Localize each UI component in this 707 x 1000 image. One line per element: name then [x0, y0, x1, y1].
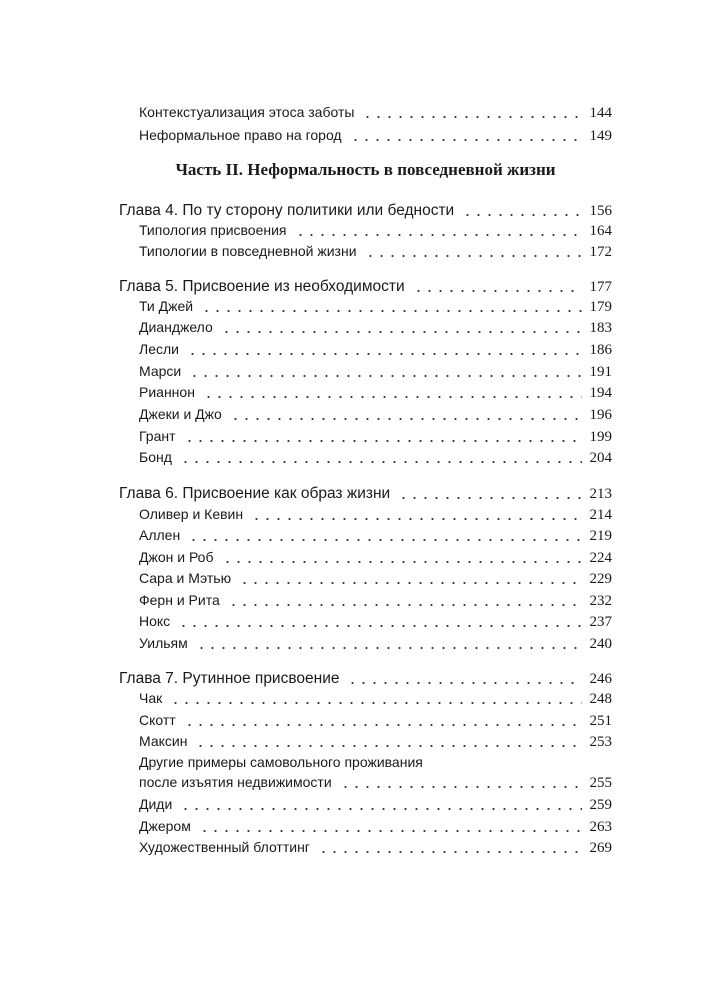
- section-title: Джеки и Джо: [139, 406, 222, 422]
- page-number: 248: [589, 691, 612, 707]
- page-number: 172: [589, 244, 612, 260]
- page-number: 199: [589, 429, 612, 445]
- dot-leader: [318, 840, 582, 854]
- chapter-title: Глава 4. По ту сторону политики или бедности: [119, 201, 455, 219]
- dot-leader: [365, 244, 582, 258]
- dot-leader: [189, 364, 582, 378]
- section-title: Скотт: [139, 712, 176, 728]
- section-title: после изъятия недвижимости: [139, 774, 332, 790]
- dot-leader: [340, 775, 582, 789]
- toc-section-entry: [139, 242, 612, 261]
- chapter-title: Глава 5. Присвоение из необходимости: [119, 277, 405, 295]
- page-number: 149: [589, 128, 612, 144]
- toc-section-entry: [139, 126, 612, 145]
- toc-section-entry: [139, 505, 612, 524]
- dot-leader: [184, 713, 582, 727]
- toc-section-entry: [139, 612, 612, 631]
- dot-leader: [180, 450, 582, 464]
- toc-chapter-entry: [119, 275, 612, 296]
- page-number: 156: [589, 202, 612, 219]
- toc-section-entry: [139, 689, 612, 708]
- section-title: Художественный блоттинг: [139, 839, 310, 855]
- toc-section-entry: [139, 362, 612, 381]
- dot-leader: [196, 636, 582, 650]
- page-number: 204: [589, 450, 612, 466]
- page-number: 191: [589, 364, 612, 380]
- dot-leader: [180, 797, 582, 811]
- page-number: 186: [589, 342, 612, 358]
- section-title: Неформальное право на город: [139, 127, 342, 143]
- page-number: 196: [589, 407, 612, 423]
- page-number: 213: [589, 485, 612, 502]
- toc-section-entry: [139, 318, 612, 337]
- toc-section-entry: [139, 773, 612, 792]
- dot-leader: [228, 593, 582, 607]
- dot-leader: [239, 571, 582, 585]
- toc-section-entry: [139, 297, 612, 316]
- section-title: Чак: [139, 690, 163, 706]
- section-title: Контекстуализация этоса заботы: [139, 104, 355, 120]
- toc-section-entry: [139, 817, 612, 836]
- page-number: 179: [589, 299, 612, 315]
- section-title: Сара и Мэтью: [139, 570, 232, 586]
- chapter-title: Глава 6. Присвоение как образ жизни: [119, 484, 391, 502]
- page-number: 259: [589, 797, 612, 813]
- toc-section-entry: [139, 569, 612, 588]
- toc-section-entry: [139, 548, 612, 567]
- chapter-title: Глава 7. Рутинное присвоение: [119, 669, 340, 687]
- page-number: 240: [589, 636, 612, 652]
- toc-chapter-entry: [119, 482, 612, 503]
- page-number: 177: [589, 278, 612, 295]
- part-heading: Часть II. Неформальность в повседневной жизни: [175, 160, 556, 179]
- page-number: 219: [589, 528, 612, 544]
- section-title: Марси: [139, 363, 182, 379]
- section-title: Рианнон: [139, 384, 195, 400]
- toc-chapter-entry: [119, 199, 612, 220]
- dot-leader: [462, 201, 582, 217]
- toc-section-entry: [139, 103, 612, 122]
- toc-section-entry: [139, 448, 612, 467]
- section-title: Дианджело: [139, 319, 213, 335]
- dot-leader: [222, 550, 583, 564]
- section-title: Ти Джей: [139, 298, 194, 314]
- page-number: 194: [589, 385, 612, 401]
- dot-leader: [347, 669, 582, 685]
- dot-leader: [295, 223, 583, 237]
- page-number: 229: [589, 571, 612, 587]
- dot-leader: [201, 299, 582, 313]
- dot-leader: [170, 691, 582, 705]
- page-number: 237: [589, 614, 612, 630]
- page-number: 144: [589, 105, 612, 121]
- page-number: 164: [589, 223, 612, 239]
- dot-leader: [362, 105, 582, 119]
- section-title: Диди: [139, 796, 173, 812]
- toc-section-entry: [139, 427, 612, 446]
- toc-section-entry: [139, 634, 612, 653]
- section-title: Джером: [139, 818, 191, 834]
- dot-leader: [398, 484, 582, 500]
- section-title: Грант: [139, 428, 176, 444]
- page-number: 269: [589, 840, 612, 856]
- toc-chapter-entry: [119, 667, 612, 688]
- page-number: 263: [589, 819, 612, 835]
- dot-leader: [251, 507, 582, 521]
- page-number: 214: [589, 507, 612, 523]
- toc-section-entry: [139, 383, 612, 402]
- page-number: 246: [589, 670, 612, 687]
- section-title-first-line: Другие примеры самовольного проживания: [139, 754, 423, 770]
- page-number: 253: [589, 734, 612, 750]
- section-title: Бонд: [139, 449, 172, 465]
- dot-leader: [188, 528, 582, 542]
- page-number: 183: [589, 320, 612, 336]
- section-title: Джон и Роб: [139, 549, 214, 565]
- toc-section-entry: [139, 838, 612, 857]
- dot-leader: [230, 407, 582, 421]
- dot-leader: [184, 429, 582, 443]
- page-number: 232: [589, 593, 612, 609]
- toc-section-entry: [139, 795, 612, 814]
- toc-section-entry: [139, 340, 612, 359]
- toc-section-entry: [139, 221, 612, 240]
- dot-leader: [195, 734, 582, 748]
- toc-section-entry: [139, 405, 612, 424]
- dot-leader: [187, 342, 582, 356]
- section-title: Уильям: [139, 635, 188, 651]
- toc-section-entry: [139, 711, 612, 730]
- dot-leader: [221, 320, 582, 334]
- section-title: Нокс: [139, 613, 171, 629]
- section-title: Лесли: [139, 341, 179, 357]
- dot-leader: [178, 614, 582, 628]
- toc-section-entry: [139, 591, 612, 610]
- section-title: Типологии в повседневной жизни: [139, 243, 357, 259]
- section-title: Оливер и Кевин: [139, 506, 244, 522]
- dot-leader: [199, 819, 582, 833]
- dot-leader: [203, 385, 582, 399]
- toc-section-entry: [139, 526, 612, 545]
- page-number: 255: [589, 775, 612, 791]
- page-number: 224: [589, 550, 612, 566]
- page-number: 251: [589, 713, 612, 729]
- section-title: Максин: [139, 733, 188, 749]
- section-title: Типология присвоения: [139, 222, 287, 238]
- dot-leader: [350, 128, 582, 142]
- dot-leader: [413, 277, 582, 293]
- toc-section-entry: [139, 732, 612, 751]
- section-title: Ферн и Рита: [139, 592, 220, 608]
- section-title: Аллен: [139, 527, 181, 543]
